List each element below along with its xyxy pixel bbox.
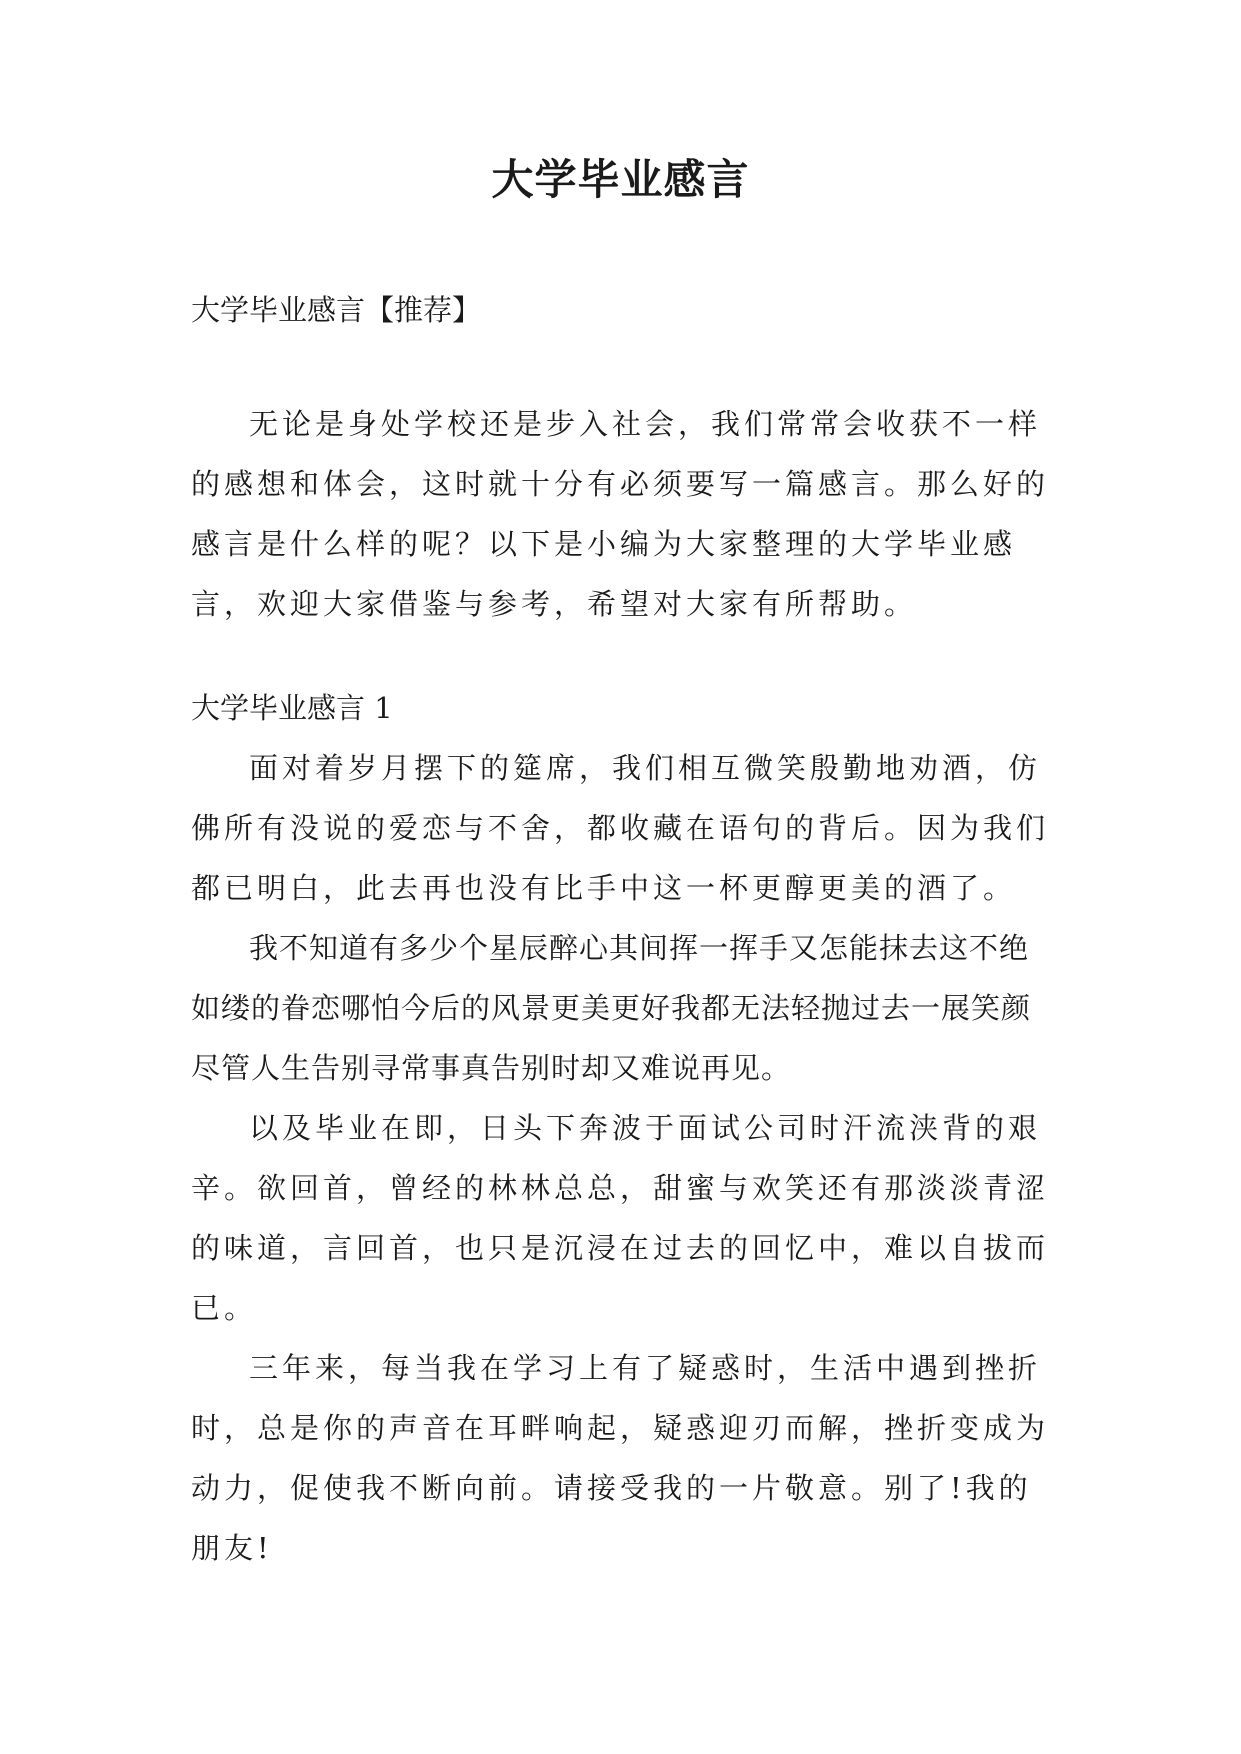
body-paragraph-1: 面对着岁月摆下的筵席，我们相互微笑殷勤地劝酒，仿佛所有没说的爱恋与不舍，都收藏在语句的背后。因为我们都已明白，此去再也没有比手中这一杯更醇更美的酒了。 (191, 751, 1050, 905)
document-title: 大学毕业感言 (491, 155, 750, 204)
body-paragraph-2: 我不知道有多少个星辰醉心其间挥一挥手又怎能抹去这不绝如缕的眷恋哪怕今后的风景更美更好我都无法轻抛过去一展笑颜尽管人生告别寻常事真告别时却又难说再见。 (191, 931, 1032, 1085)
intro-paragraph: 无论是身处学校还是步入社会，我们常常会收获不一样的感想和体会，这时就十分有必须要写一篇感言。那么好的感言是什么样的呢？以下是小编为大家整理的大学毕业感言，欢迎大家借鉴与参考，希望对大家有所帮助。 (191, 407, 1050, 621)
body-paragraph-3: 以及毕业在即，日头下奔波于面试公司时汗流浃背的艰辛。欲回首，曾经的林林总总，甜蜜与欢笑还有那淡淡青涩的味道，言回首，也只是沉浸在过去的回忆中，难以自拔而已。 (191, 1111, 1050, 1325)
section-heading: 大学毕业感言 1 (191, 691, 393, 725)
body-paragraph-4: 三年来，每当我在学习上有了疑惑时，生活中遇到挫折时，总是你的声音在耳畔响起，疑惑迎刃而解，挫折变成为动力，促使我不断向前。请接受我的一片敬意。别了!我的朋友! (191, 1351, 1050, 1565)
document-subtitle: 大学毕业感言【推荐】 (191, 293, 482, 327)
document-body (191, 290, 1051, 1578)
